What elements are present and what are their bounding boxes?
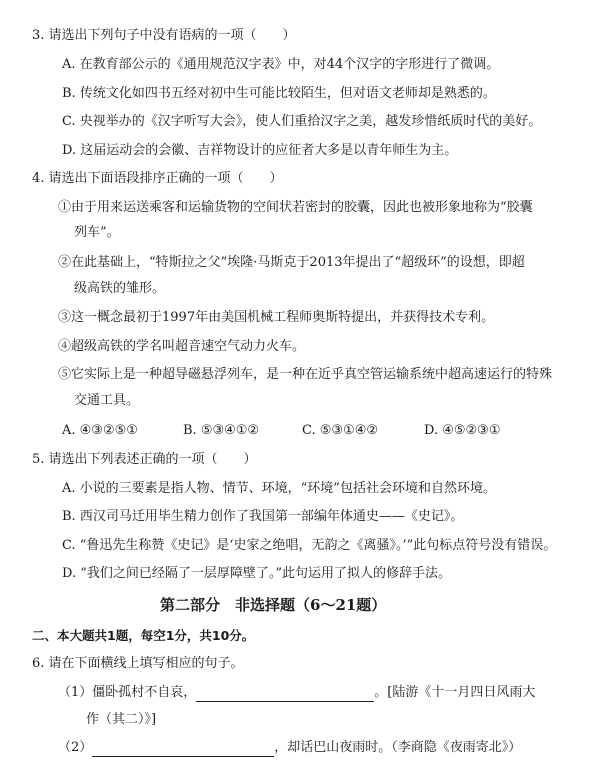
q4-sentence-3: ③这一概念最初于1997年由美国机械工程师奥斯特提出，并获得技术专利。 xyxy=(58,310,495,325)
q6-2-answer-blank[interactable] xyxy=(92,742,274,757)
part2-title: 第二部分 非选择题（6～21题） xyxy=(160,596,387,614)
q4-option-c: C. ⑤③①④② xyxy=(302,423,379,438)
q5-option-c: C. “鲁迅先生称赞《史记》是‘史家之绝唱，无韵之《离骚》。’”此句标点符号没有错误。 xyxy=(62,538,557,553)
q3-stem: 3. 请选出下列句子中没有语病的一项（ ） xyxy=(32,28,296,43)
q6-2-line xyxy=(58,739,521,757)
q3-option-c: C. 央视举办的《汉字听写大会》，使人们重拾汉字之美，越发珍惜纸质时代的美好。 xyxy=(62,114,542,129)
q4-sentence-2-cont: 级高铁的雏形。 xyxy=(74,281,166,296)
q6-2-prefix: （2） xyxy=(58,740,93,755)
q5-option-a: A. 小说的三要素是指人物、情节、环境，“环境”包括社会环境和自然环境。 xyxy=(62,481,496,496)
q4-option-d: D. ④⑤②③① xyxy=(424,423,501,438)
q4-sentence-2: ②在此基础上，“特斯拉之父”埃隆·马斯克于2013年提出了“超级环”的设想，即超 xyxy=(58,255,525,270)
q4-option-b: B. ⑤③④①② xyxy=(183,423,260,438)
q6-1-answer-blank[interactable] xyxy=(196,687,374,702)
q3-option-d: D. 这届运动会的会徽、吉祥物设计的应征者大多是以青年师生为主。 xyxy=(62,143,458,158)
section-heading: 二、本大题共1题，每空1分，共10分。 xyxy=(32,628,255,643)
q4-stem: 4. 请选出下面语段排序正确的一项（ ） xyxy=(32,171,283,186)
q4-sentence-1-cont: 列车”。 xyxy=(74,225,120,240)
q6-1-suffix: 。[陆游《十一月四日风雨大 xyxy=(374,685,536,700)
q4-sentence-5: ⑤它实际上是一种超导磁悬浮列车，是一种在近乎真空管运输系统中超高速运行的特殊 xyxy=(58,367,553,382)
q4-option-a: A. ④③②⑤① xyxy=(62,423,138,438)
q6-stem: 6. 请在下面横线上填写相应的句子。 xyxy=(32,656,244,671)
q6-1-prefix: （1）僵卧孤村不自哀， xyxy=(58,685,197,700)
q6-1-line xyxy=(58,684,535,702)
q4-sentence-1: ①由于用来运送乘客和运输货物的空间状若密封的胶囊，因此也被形象地称为“胶囊 xyxy=(58,200,533,215)
q4-sentence-4: ④超级高铁的学名叫超音速空气动力火车。 xyxy=(58,339,306,354)
q5-stem: 5. 请选出下列表述正确的一项（ ） xyxy=(32,452,257,467)
q4-sentence-5-cont: 交通工具。 xyxy=(74,393,140,408)
q5-option-d: D. “我们之间已经隔了一层厚障壁了。”此句运用了拟人的修辞手法。 xyxy=(62,566,452,581)
q6-1-source-cont: 作（其二）》] xyxy=(86,712,157,727)
q3-option-a: A. 在教育部公示的《通用规范汉字表》中，对44个汉字的字形进行了微调。 xyxy=(62,57,500,72)
q6-2-suffix: ，却话巴山夜雨时。（李商隐《夜雨寄北》） xyxy=(274,740,522,755)
q3-option-b: B. 传统文化如四书五经对初中生可能比较陌生，但对语文老师却是熟悉的。 xyxy=(62,86,496,101)
q5-option-b: B. 西汉司马迁用毕生精力创作了我国第一部编年体通史——《史记》。 xyxy=(62,509,464,524)
